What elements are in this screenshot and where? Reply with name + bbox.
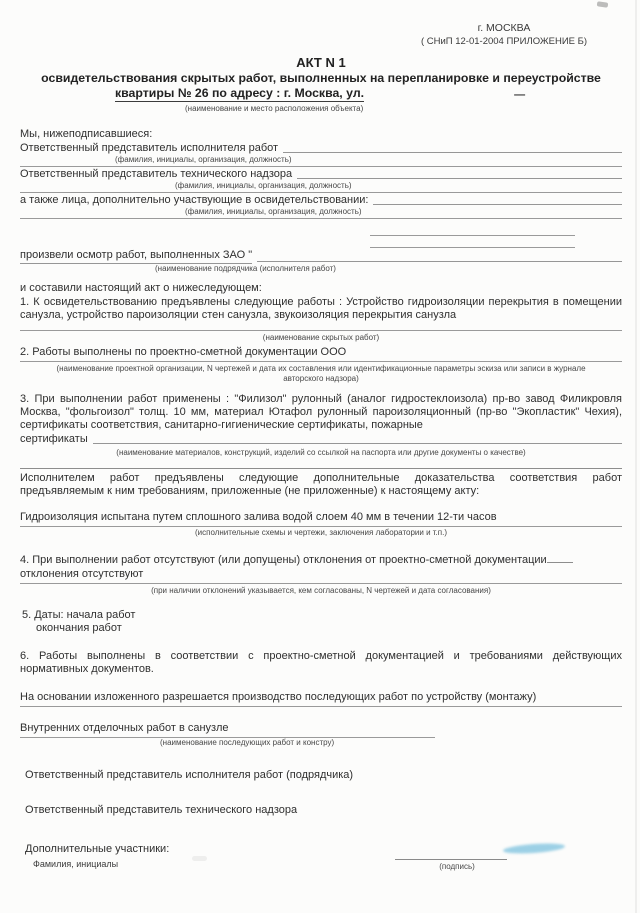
item3-caption: (наименование материалов, конструкций, изделий со ссылкой на паспорта или другие документы о качестве) [116, 448, 526, 457]
evidence-statement-row [20, 511, 622, 527]
executor-caption: (фамилия, инициалы, организация, должность) [115, 155, 292, 164]
act-intro: и составили настоящий акт о нижеследующем: [20, 282, 262, 294]
item3-tail-row [20, 433, 622, 446]
performed-works-blank [257, 249, 622, 262]
others-blank-line [373, 194, 622, 205]
item1-blank-line [20, 323, 622, 331]
evidence-caption: (исполнительные схемы и чертежи, заключения лаборатории и т.п.) [194, 528, 447, 537]
item4-text: 4. При выполнении работ отсутствуют (или допущены) отклонения от проектно-сметной документации [20, 554, 547, 566]
signature-mark [503, 842, 565, 855]
supervisor-signature-label: Ответственный представитель технического надзора [25, 804, 298, 816]
header-city: г. МОСКВА [477, 22, 531, 34]
item3-blank [93, 433, 622, 444]
item5-line1: 5. Даты: начала работ [22, 609, 136, 621]
name-caption: Фамилия, инициалы [33, 859, 119, 869]
others-caption: (фамилия, инициалы, организация, должность) [185, 207, 362, 216]
permission-text: На основании изложенного разрешается производство последующих работ по устройству (монтажу) [20, 691, 537, 703]
subsequent-works-text: Внутренних отделочных работ в санузле [20, 722, 229, 734]
item2-text: 2. Работы выполнены по проектно-сметной документации ООО [20, 346, 347, 358]
evidence-intro: Исполнителем работ предъявлены следующие дополнительные доказательства соответствия работ предъявляемым к ним требованиям, приложенные (не приложенные) к настоящему акту: [20, 472, 622, 497]
subsequent-works-caption: (наименование последующих работ и констру) [160, 738, 335, 747]
participants-title: Дополнительные участники: [25, 843, 170, 855]
others-caption-row [20, 207, 622, 219]
act-address-row [115, 87, 622, 102]
contractor-caption: (наименование подрядчика (исполнителя работ) [155, 264, 336, 273]
performed-works-row [20, 249, 622, 264]
evidence-statement: Гидроизоляция испытана путем сплошного залива водой слоем 40 мм в течении 12-ти часов [20, 511, 497, 523]
parties-intro: Мы, нижеподписавшиеся: [20, 128, 153, 140]
item3-text: 3. При выполнении работ применены : "Филизол" рулонный (аналог гидростеклоизола) пр-во завод Филикровля Москва, "фольгоизол" толщ. 10 мм, материал Ютафол рулонный пароизоляционный (пр-во "Экопластик" Чехия), сертификаты соответствия, санитарно-гигиенические сертификаты, пожарные [20, 393, 622, 431]
item3-tail: сертификаты [20, 433, 88, 445]
item6-text: 6. Работы выполнены в соответствии с проектно-сметной документацией и требованиями действующих нормативных документов. [20, 650, 622, 675]
supervisor-field-row [20, 168, 622, 181]
supervisor-blank-line [297, 168, 622, 179]
item2-row [20, 346, 622, 362]
header-note [404, 22, 604, 48]
signature-line [395, 859, 507, 860]
blank-line-right-2 [370, 236, 575, 248]
executor-field-row [20, 142, 622, 155]
object-caption: (наименование и место расположения объекта) [185, 104, 364, 113]
item1-text: 1. К освидетельствованию предъявлены следующие работы : Устройство гидроизоляции перекрытия в помещении санузла, устройство пароизоляции стен санузла, звукоизоляция перекрытия санузла [20, 296, 622, 321]
blank-line-right-1 [370, 224, 575, 236]
supervisor-caption-row [20, 181, 622, 193]
address-dash: — [514, 89, 526, 101]
others-label: а также лица, дополнительно участвующие в освидетельствовании: [20, 194, 369, 206]
act-number-title: АКТ N 1 [296, 55, 346, 70]
header-snip-reference: ( СНиП 12-01-2004 ПРИЛОЖЕНИЕ Б) [420, 36, 588, 47]
performed-works-label: произвели осмотр работ, выполненных ЗАО " [20, 249, 252, 264]
item4-statement-row [20, 568, 622, 584]
item4-short-blank [547, 553, 573, 563]
others-field-row [20, 194, 622, 207]
item4-row [20, 553, 622, 567]
section-rule [20, 468, 622, 469]
executor-label: Ответственный представитель исполнителя работ [20, 142, 279, 154]
participants-labels [25, 843, 169, 871]
item4-caption: (при наличии отклонений указывается, кем согласованы, N чертежей и дата согласования) [151, 586, 491, 595]
subsequent-works-row [20, 722, 435, 738]
executor-signature-label: Ответственный представитель исполнителя работ (подрядчика) [25, 769, 354, 781]
act-address: квартиры № 26 по адресу : г. Москва, ул. [115, 86, 365, 100]
item4-statement: отклонения отсутствуют [20, 568, 144, 580]
executor-caption-row [20, 155, 622, 167]
item2-caption: (наименование проектной организации, N чертежей и дата их составления или идентификационные параметры эскиза или записи в журнале авторского надзора) [56, 364, 586, 383]
item1-caption: (наименование скрытых работ) [262, 333, 380, 342]
signature-caption: (подпись) [439, 862, 475, 871]
participants-block [20, 843, 622, 913]
act-title-line: освидетельствования скрытых работ, выполненных на перепланировке и переустройстве [41, 71, 601, 85]
supervisor-label: Ответственный представитель технического надзора [20, 168, 293, 180]
permission-row [20, 691, 622, 707]
executor-blank-line [283, 142, 622, 153]
item5-line2: окончания работ [36, 622, 122, 634]
supervisor-caption: (фамилия, инициалы, организация, должность) [175, 181, 352, 190]
